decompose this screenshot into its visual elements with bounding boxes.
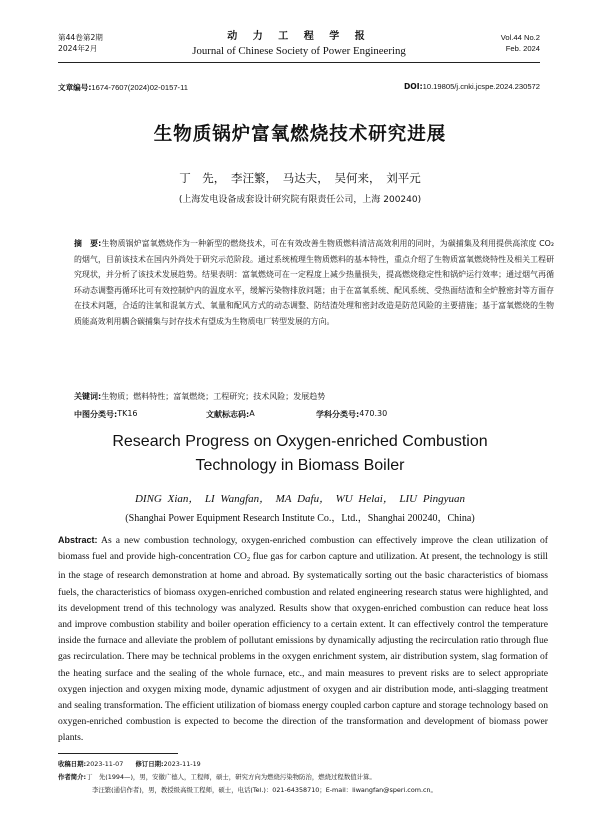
footnote-dates — [58, 758, 548, 771]
article-id-line — [58, 82, 540, 93]
affiliation-cn: (上海发电设备成套设计研究院有限责任公司，上海 200240) — [178, 195, 422, 205]
vol-issue-en: Vol.44 No.2 — [500, 33, 540, 42]
journal-name-cn: 动 力 工 程 学 报 — [227, 31, 371, 42]
keywords-cn-label: 关键词: — [74, 392, 102, 401]
keywords-cn — [74, 391, 554, 402]
vol-issue-cn: 第44卷第2期 — [58, 33, 103, 42]
subj-label: 学科分类号: — [316, 410, 360, 419]
date-cn: 2024年2月 — [58, 44, 98, 53]
abstract-en-label: Abstract: — [58, 535, 98, 545]
revised-label: 修订日期: — [135, 760, 164, 768]
doc-code — [206, 409, 255, 420]
doc-value: A — [249, 409, 255, 418]
article-number: 1674-7607(2024)02-0157-11 — [91, 83, 188, 92]
abstract-cn-text: 生物质锅炉富氧燃烧作为一种新型的燃烧技术，可在有效改善生物质燃料清洁高效利用的同时，为碳捕集及利用提供高浓度 CO₂ 的烟气，目前该技术在国内外尚处于研究示范阶段。通过系统梳理生物质燃料的基本特性，重点介绍了生物质富氧燃烧特性及相关工程研究现状，并分析了该技术发展趋势。结果表明：富氧燃烧可在一定程度上减少热量损失，提高燃烧稳定性和锅炉运行效率；通过烟气再循环动态调整再循环比可有效控制炉内的温度水平，缓解污染物排放问题；由于在富氧系统、配风系统、受热面结渣和全炉膛密封等方面存在技术问题，合适的注氧和混氧方式、氧量和配风方式的动态调整、防结渣处理和密封改造是防范风险的主要措施；基于富氧燃烧的生物质能高效利用耦合碳捕集与封存技术有望成为生物质电厂转型发展的方向。 — [74, 239, 554, 326]
title-en-line1: Research Progress on Oxygen-enriched Combustion — [112, 433, 488, 450]
doc-label: 文献标志码: — [206, 410, 250, 419]
received-label: 收稿日期: — [58, 760, 87, 768]
journal-name-en: Journal of Chinese Society of Power Engineering — [192, 45, 406, 57]
journal-header — [58, 30, 540, 63]
footnote — [58, 758, 548, 797]
abstract-cn-label: 摘 要: — [74, 239, 102, 248]
title-en — [0, 430, 600, 478]
footnote-bio — [58, 771, 548, 784]
subj-value: 470.30 — [359, 409, 388, 418]
bio-label: 作者简介: — [58, 773, 87, 781]
doi-value[interactable]: 10.19805/j.cnki.jcspe.2024.230572 — [422, 82, 540, 91]
affiliation-en: (Shanghai Power Equipment Research Institute Co.，Ltd.，Shanghai 200240，China) — [125, 513, 475, 524]
subject-code — [316, 409, 388, 420]
authors-cn: 丁 先， 李汪繁， 马达夫， 吴何来， 刘平元 — [179, 171, 421, 185]
header-right — [501, 32, 540, 54]
doi-label: DOI: — [404, 82, 423, 91]
keywords-cn-text: 生物质；燃料特性；富氧燃烧；工程研究；技术风险；发展趋势 — [101, 392, 326, 401]
co2-subscript: 2 — [246, 556, 251, 564]
received-date: 2023-11-07 — [86, 760, 124, 768]
header-center — [58, 30, 540, 58]
revised-date: 2023-11-19 — [163, 760, 201, 768]
abstract-en — [58, 532, 548, 747]
footnote-rule — [58, 753, 178, 754]
date-en: Feb. 2024 — [505, 44, 540, 53]
abstract-en-text-a: As a new combustion technology, oxygen-enriched combustion can effectively improve the clean utilization of biomass fuel and provide high-concentration CO — [58, 535, 548, 563]
clc-value: TK16 — [117, 409, 138, 418]
clc-label: 中图分类号: — [74, 410, 118, 419]
footnote-corresponding: 李汪繁(通信作者)，男，教授级高级工程师，硕士，电话(Tel.)：021-64358710；E-mail：liwangfan@speri.com.cn。 — [92, 786, 437, 794]
title-en-line2: Technology in Biomass Boiler — [195, 457, 405, 474]
clc-code — [74, 409, 138, 420]
article-number-label: 文章编号: — [58, 83, 92, 92]
abstract-cn — [74, 236, 554, 329]
authors-en: DING Xian， LI Wangfan， MA Dafu， WU Helai， LIU Pingyuan — [134, 493, 465, 505]
bio-text: 丁 先(1994—)，男，安徽广德人，工程师，硕士，研究方向为燃烧污染物防治，燃烧过程数值计算。 — [86, 773, 376, 781]
title-cn: 生物质锅炉富氧燃烧技术研究进展 — [153, 124, 447, 145]
abstract-en-text-b: flue gas for carbon capture and utilization. At present, the technology is still in the stage of research demonstration at home and abroad. By systematically sorting out the basic characteristics of biomass fuels, the characteristics of biomass oxygen-enriched combustion and related engineering research status were highlighted, and its development trend of this technology was analyzed. Results show that oxygen-enriched combustion can reduce heat loss and improve combustion stability and boiler operation efficiency to a certain extent. It can effectively control the temperature inside the furnace and alleviate the problem of pollutant emissions by dynamically adjusting the recirculation ratio through flue gas recirculation. There may be technical problems in the oxygen enrichment system, air distribution system, slag formation of the heating surface and the sealing of the whole furnace, etc., and main measures to prevent risks are to select appropriate oxygen injection and oxygen mixing mode, dynamic adjustment of oxygen and air distribution mode, anti-slagging treatment and sealing transformation. The efficient utilization of biomass energy coupled carbon capture and storage technology based on oxygen-enriched combustion is expected to become the direction of the transformation and development of biomass power plants. — [58, 551, 548, 744]
